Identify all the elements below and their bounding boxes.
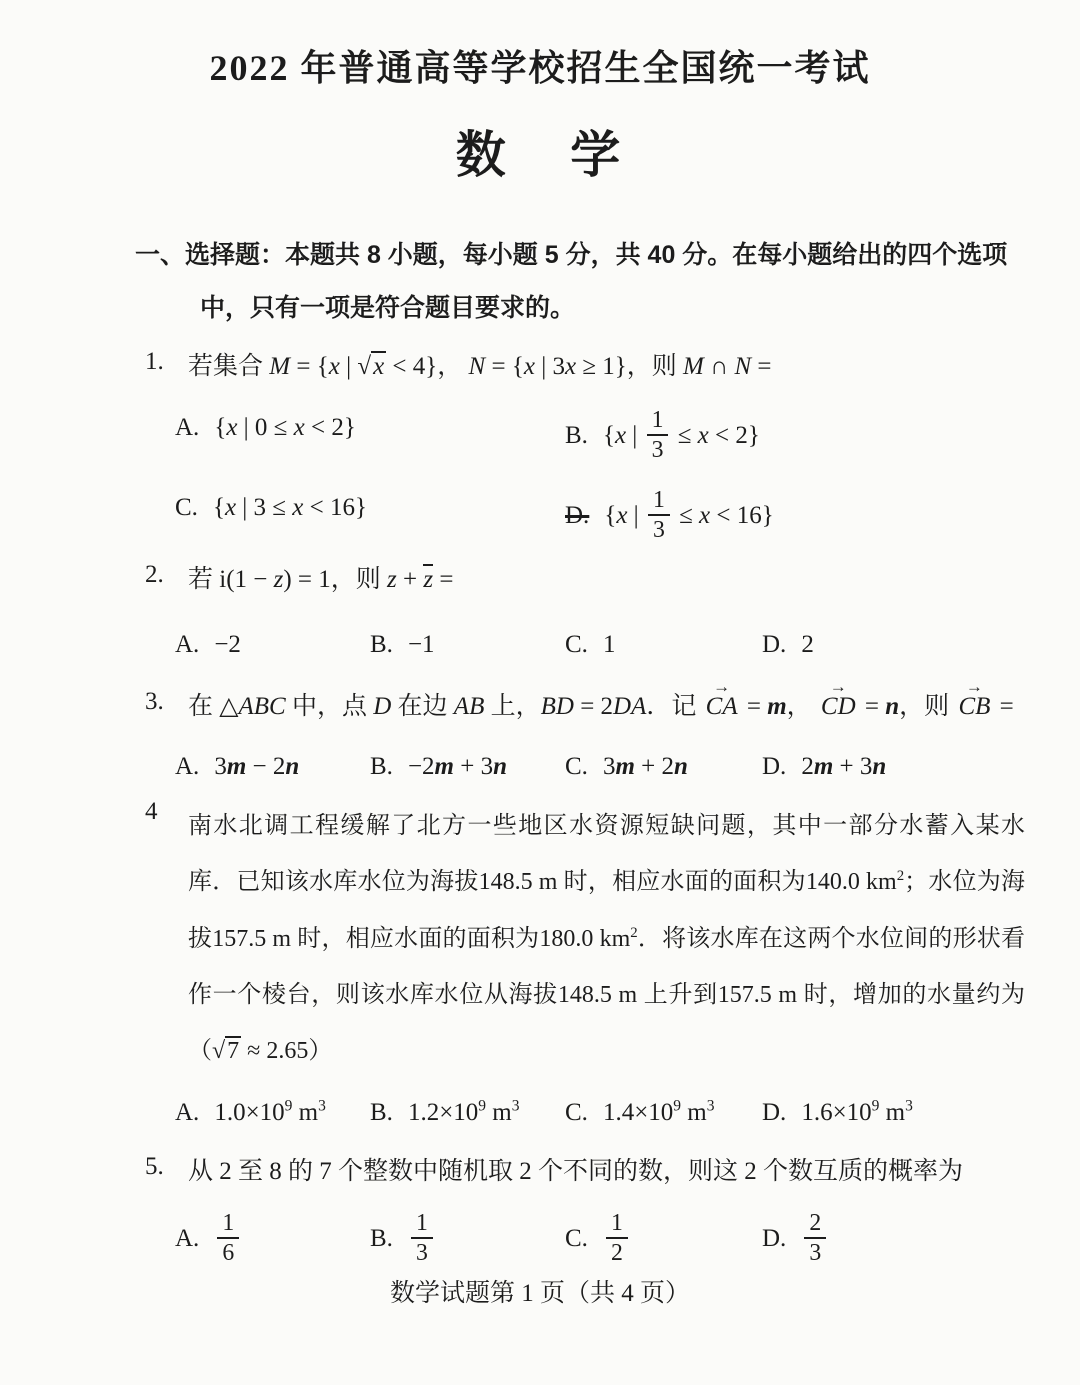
question-text: 若 i(1 − z) = 1，则 z + z = [188,566,454,594]
fraction-numerator: 1 [217,1210,239,1239]
option-A [175,626,370,664]
fraction-denominator: 6 [222,1240,235,1267]
math-var: BD [540,692,574,720]
math-bold-var: m [615,753,635,781]
sqrt-expression: √7 [212,1038,240,1065]
math-var: x [292,494,304,521]
option-value: −2m + 3n [407,753,508,781]
option-value: $1.2\times 10^9$ $m^3$ [407,1097,520,1126]
math-var: x [699,501,711,529]
superscript: 2 [630,924,638,941]
question-number: 3. [145,687,164,715]
math-var: x [293,413,305,441]
math-var: x [328,353,340,380]
option-C [565,626,762,664]
fraction-numerator: 1 [648,487,670,516]
option-D [762,1209,1025,1268]
sqrt-radicand [371,351,386,380]
math-var: z [423,566,434,594]
question-text: 在 △ABC 中，点 D 在边 AB 上，BD = 2DA．记 → CA = m， → CD = n，则 → CB = [188,688,1025,727]
fraction-numerator: 1 [647,407,669,436]
option-label: B. [565,421,588,449]
option-value [408,1209,436,1267]
superscript: 3 [905,1097,913,1115]
option-value: {x | $\frac{1}{3}$ ≤ x < 16} [604,487,774,544]
math-bold-var: m [767,692,787,720]
vector-expression [958,676,991,727]
option-A [175,1209,370,1268]
question-list [0,348,1080,1268]
option-value: $1.4\times 10^9$ $m^3$ [602,1097,715,1126]
option-label: B. [370,1098,393,1126]
superscript: 9 [478,1097,487,1115]
question [0,1153,1080,1268]
math-bold-var: n [872,753,887,781]
question-text: 若集合 M = {x | √x < 4}， N = {x | 3x ≥ 1}，则 M ∩ N = [188,353,772,380]
option-value: −1 [407,631,435,658]
options-row [145,1209,1025,1268]
question [0,561,1080,663]
option-label: C. [565,1098,588,1126]
options-row [145,406,1025,546]
option-D [565,489,1025,545]
vector-arrow-icon: → [713,676,731,696]
option-D [762,748,1025,786]
option-B [370,626,565,664]
option-C [565,748,762,786]
question-stem [145,1153,1025,1192]
fraction-denominator: 2 [610,1240,623,1267]
math-bold-var: m [813,753,834,781]
math-bold-var: n [885,692,900,720]
math-bold-var: n [285,753,300,781]
question-number: 2. [145,561,164,589]
option-B [370,1094,565,1132]
option-label: C. [565,1224,588,1252]
option-A [175,748,370,786]
option-label: B. [370,1224,393,1252]
option-label: C. [175,494,198,521]
question [0,676,1080,786]
superscript: 9 [673,1097,682,1115]
option-D [762,1094,1025,1132]
option-label: B. [370,753,393,781]
math-bold-var: m [226,753,247,781]
fraction-numerator: 1 [411,1210,433,1239]
fraction-denominator: 3 [415,1240,428,1267]
option-A [175,1094,370,1132]
options-row [145,1094,1025,1132]
fraction [647,407,669,463]
option-value [801,1209,829,1267]
math-var: x [614,421,627,449]
question [0,798,1080,1131]
option-value [214,1209,242,1267]
vector-letters: CA [705,692,738,720]
math-var: N [734,353,752,380]
option-label: D. [762,631,787,658]
math-var: z [273,566,284,594]
option-value: −2 [214,631,241,658]
math-var: x [226,413,238,441]
sqrt-radicand: 7 [227,1038,240,1065]
option-label: D. [762,1224,787,1252]
option-label: B. [370,631,393,658]
option-label: A. [175,1224,200,1252]
options-row [145,626,1025,664]
math-var: ABC [238,692,286,720]
math-var: M [683,353,704,380]
question-number: 1. [145,348,164,375]
subject-title: 数 学 [455,127,625,183]
vector-expression [820,676,856,727]
math-bold-var: n [674,753,688,781]
fraction [804,1210,826,1266]
vector-letters: CB [958,692,991,720]
option-label: D. [762,1098,787,1126]
math-var: DA [613,692,647,720]
fraction-numerator: 1 [606,1210,628,1239]
question-stem [145,798,1025,1080]
vector-expression [705,676,738,727]
sqrt-expression: √x [357,353,385,380]
math-bold-var: n [493,753,508,781]
option-C [175,489,565,545]
fraction-numerator: 2 [804,1210,826,1239]
superscript: 3 [511,1097,520,1115]
option-B [565,406,1025,465]
question-stem [145,348,1025,387]
question-text: 南水北调工程缓解了北方一些地区水资源短缺问题，其中一部分水蓄入某水库．已知该水库水位为海拔148.5 m 时，相应水面的面积为140.0 $km^2$；水位为海拔157.5 m 时，相应水面的面积为180.0 $km^2$．将该水库在这两个水位间的形状看作一个棱台，则该水库水位从海拔148.5 m 上升到157.5 m 时，增加的水量约为（√7 ≈ 2.65） [188,812,1026,1065]
fraction-denominator: 3 [809,1240,822,1267]
question-stem [145,676,1025,727]
superscript: 9 [871,1097,880,1115]
question-number: 5. [145,1153,164,1181]
fraction [217,1210,239,1266]
question-text: 从 2 至 8 的 7 个整数中随机取 2 个不同的数，则这 2 个数互质的概率为 [188,1158,964,1186]
fraction [411,1210,433,1266]
math-var: x [523,353,535,380]
fraction-denominator: 3 [652,517,665,544]
fraction-denominator: 3 [651,436,664,463]
math-bold-var: m [434,753,454,781]
math-var: x [373,353,385,380]
option-B [370,748,565,786]
question [0,348,1080,545]
math-var: z [387,566,397,594]
superscript: 3 [318,1097,326,1115]
option-value: {x | 0 ≤ x < 2} [214,413,356,441]
option-label: A. [175,631,200,658]
vector-letters: CD [820,692,856,720]
fraction [648,487,670,543]
option-value: 2m + 3n [801,753,887,781]
options-row [145,748,1025,786]
conjugate-bar [423,564,433,594]
math-var: D [373,692,392,720]
option-value: 3m − 2n [214,753,300,781]
question-stem [145,561,1025,600]
option-value: $1.0\times 10^9$ $m^3$ [214,1097,326,1126]
math-var: M [269,353,291,380]
question-number: 4 [145,797,158,825]
option-value: 2 [801,631,814,658]
section-heading: 一、选择题：本题共 8 小题，每小题 5 分，共 40 分。在每小题给出的四个选项中，只有一项是符合题目要求的。 [135,241,1008,322]
option-C [565,1209,762,1268]
option-A [175,409,565,465]
option-B [370,1209,565,1268]
option-label: D. [762,753,787,781]
math-var: x [697,421,709,449]
option-value: $1.6\times 10^9$ $m^3$ [801,1097,913,1126]
option-C [565,1094,762,1132]
page-title: 2022 年普通高等学校招生全国统一考试 [209,48,871,88]
option-label: A. [175,1098,200,1126]
option-label: A. [175,413,200,441]
option-label: A. [175,753,200,781]
math-var: x [616,501,628,529]
option-value: 3m + 2n [602,753,688,781]
math-var: x [224,494,237,521]
math-var: N [468,353,486,380]
superscript: 2 [896,868,905,885]
page-footer: 数学试题第 1 页（共 4 页） [389,1280,690,1307]
math-var: x [564,353,577,380]
superscript: 3 [706,1097,715,1115]
option-value: {x | $\frac{1}{3}$ ≤ x < 2} [602,406,760,463]
superscript: 9 [284,1097,293,1115]
option-value: {x | 3 ≤ x < 16} [212,494,367,521]
vector-arrow-icon: → [829,676,847,696]
vector-arrow-icon: → [965,676,983,696]
option-value: 1 [602,631,616,658]
option-value [603,1209,631,1267]
option-label: C. [565,631,588,658]
option-label: D. [565,501,590,529]
option-D [762,626,1025,664]
option-label: C. [565,753,588,781]
fraction [606,1210,628,1266]
math-var: AB [453,692,485,720]
